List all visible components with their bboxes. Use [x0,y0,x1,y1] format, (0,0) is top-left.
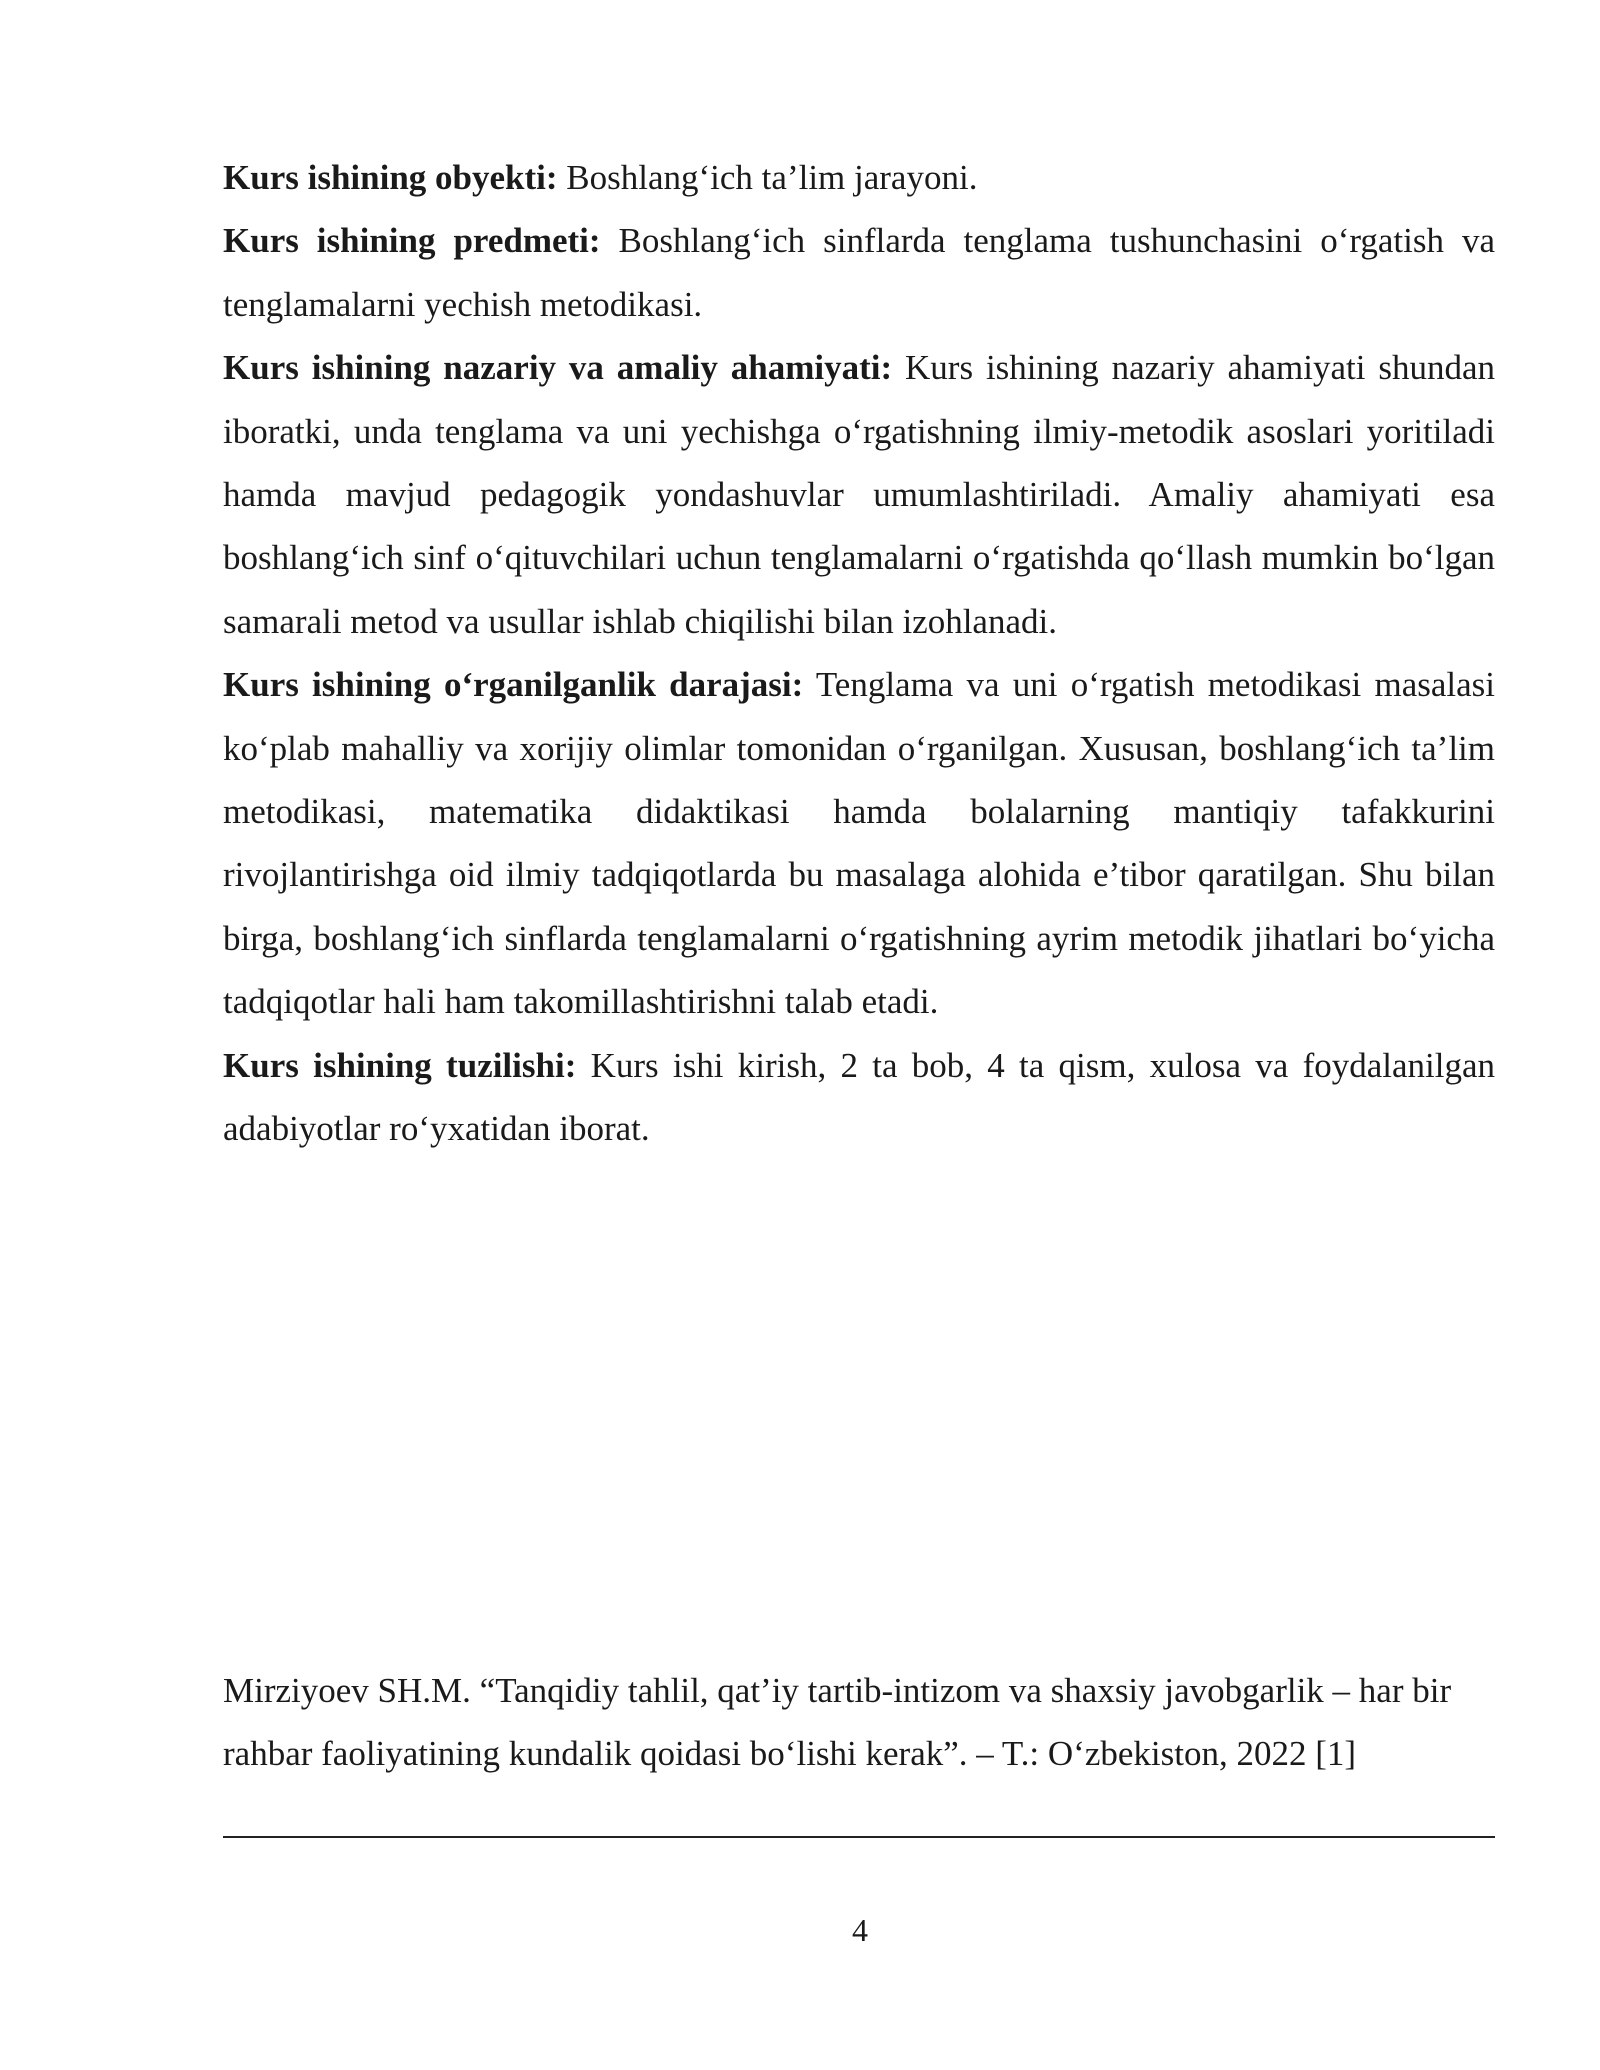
footnote [223,1659,1495,1786]
footnote-text: Mirziyoev SH.M. “Tanqidiy tahlil, qat’iy tartib-intizom va shaxsiy javobgarlik – har bir rahbar faoliyatining kundalik qoidasi bo‘lishi kerak”. – T.: O‘zbekiston, 2022 [1] [223,1671,1452,1774]
footnote-separator-line [223,1836,1495,1838]
paragraph-text: Boshlang‘ich sinflarda tenglama tushunchasini o‘rgatish va tenglamalarni yechish metodikasi. [223,221,1495,324]
paragraph-heading: Kurs ishining predmeti: [223,221,601,261]
paragraph-text: Boshlang‘ich ta’lim jarayoni. [557,158,978,197]
paragraph-structure [223,1034,1495,1161]
paragraph-study-level [223,653,1495,1033]
paragraph-text: Tenglama va uni o‘rgatish metodikasi masalasi ko‘plab mahalliy va xorijiy olimlar tomonidan o‘rganilgan. Xususan, boshlang‘ich ta’lim metodikasi, matematika didaktikasi hamda bolalarning mantiqiy tafakkurini rivojlantirishga oid ilmiy tadqiqotlarda bu masalaga alohida e’tibor qaratilgan. Shu bilan birga, boshlang‘ich sinflarda tenglamalarni o‘rgatishning ayrim metodik jihatlari bo‘yicha tadqiqotlar hali ham takomillashtirishni talab etadi. [223,665,1495,1022]
paragraph-text: Kurs ishining nazariy ahamiyati shundan iboratki, unda tenglama va uni yechishga o‘rgatishning ilmiy-metodik asoslari yoritiladi hamda mavjud pedagogik yondashuvlar umumlashtiriladi. Amaliy ahamiyati esa boshlang‘ich sinf o‘qituvchilari uchun tenglamalarni o‘rgatishda qo‘llash mumkin bo‘lgan samarali metod va usullar ishlab chiqilishi bilan izohlanadi. [223,348,1496,641]
body-text [223,146,1495,1161]
page-number: 4 [852,1912,868,1948]
paragraph-text: Kurs ishi kirish, 2 ta bob, 4 ta qism, xulosa va foydalanilgan adabiyotlar ro‘yxatidan iborat. [223,1045,1496,1149]
paragraph-heading: Kurs ishining nazariy va amaliy ahamiyati: [223,348,893,388]
paragraph-subject [223,209,1495,336]
paragraph-significance [223,336,1495,653]
paragraph-object [223,146,1495,209]
paragraph-heading: Kurs ishining o‘rganilganlik darajasi: [223,665,804,705]
paragraph-heading: Kurs ishining tuzilishi: [223,1045,577,1085]
paragraph-heading: Kurs ishining obyekti: [223,158,558,197]
